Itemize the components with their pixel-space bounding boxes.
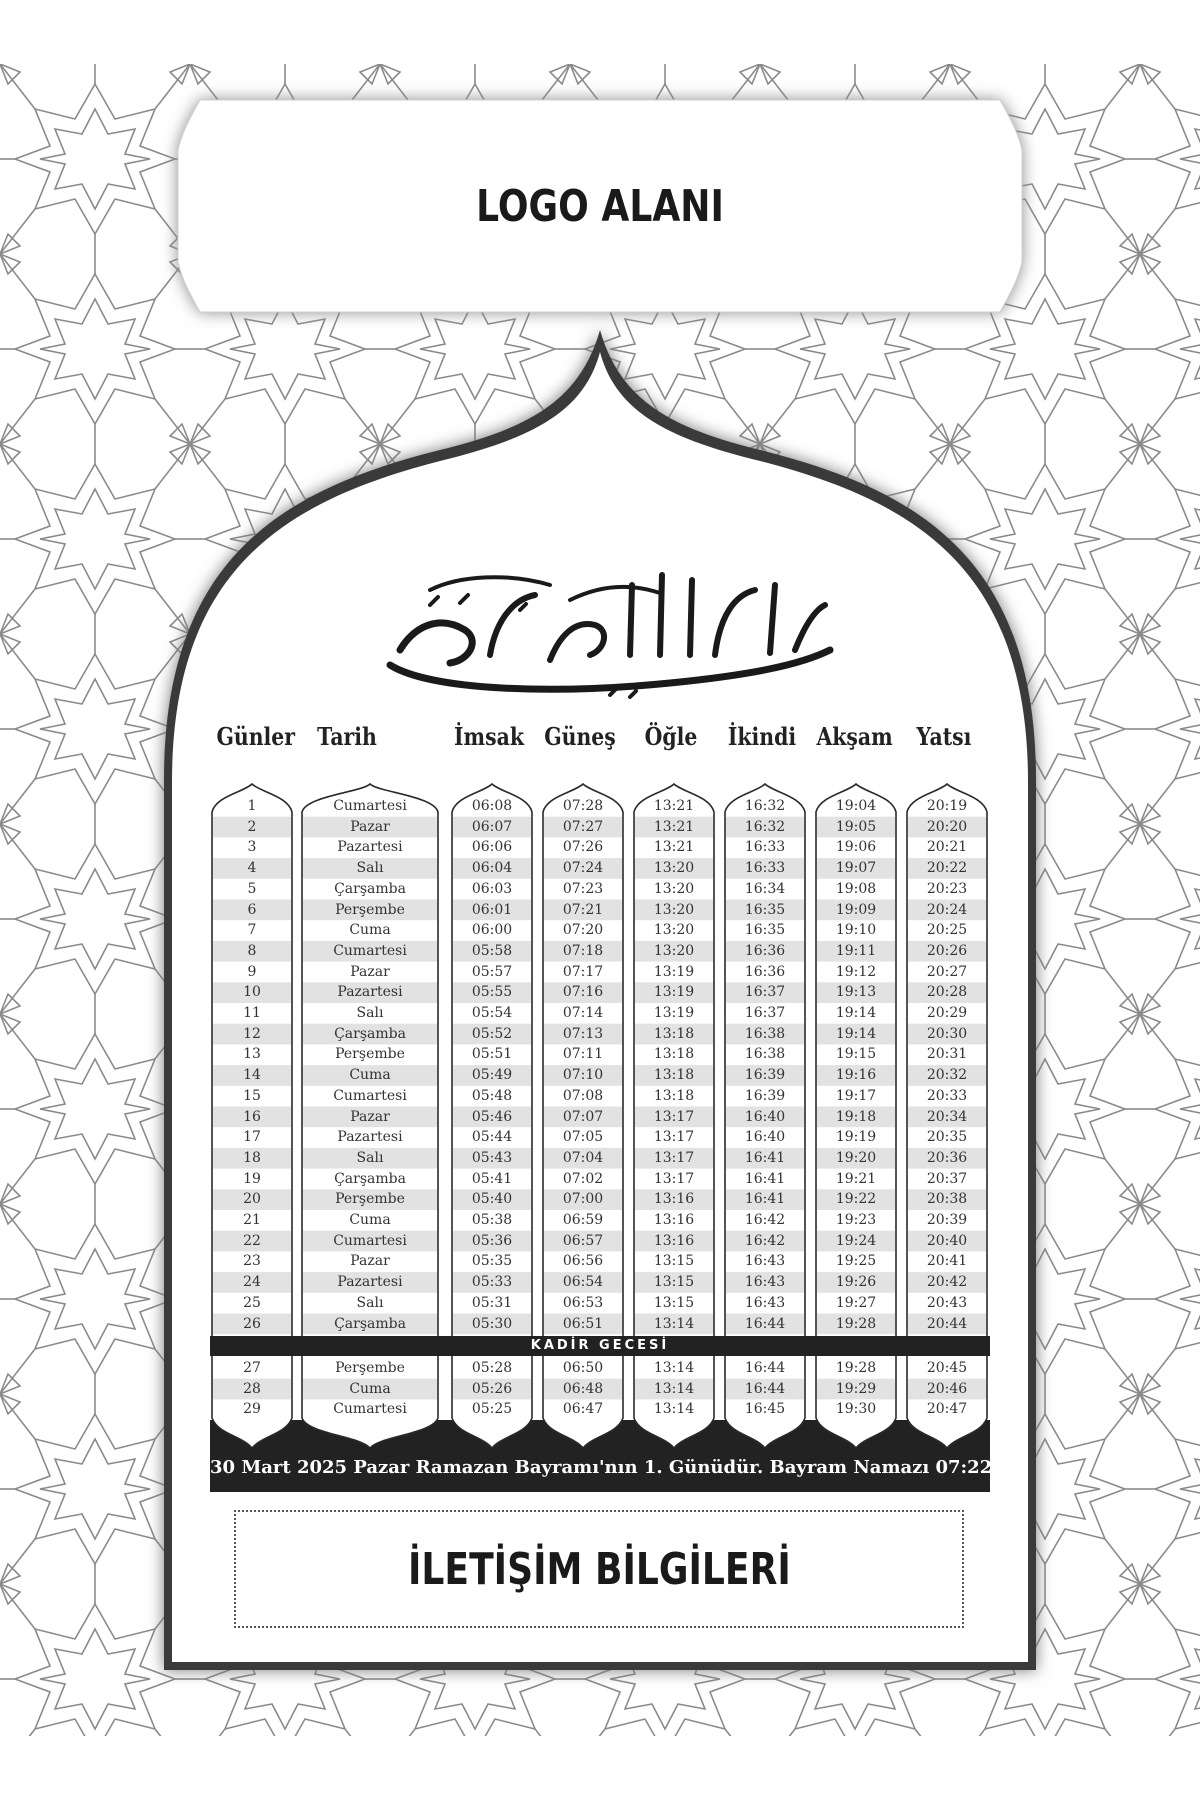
table-cell: Pazar (350, 1253, 390, 1270)
table-cell: 19 (243, 1170, 261, 1187)
table-cell: 20:27 (926, 963, 968, 980)
table-cell: 11 (243, 1005, 261, 1021)
table-cell: Pazar (350, 1108, 390, 1125)
table-cell: Çarşamba (334, 880, 406, 897)
table-cell: 20:19 (926, 798, 968, 814)
table-cell: 13:20 (653, 880, 695, 897)
table-cell: 19:28 (835, 1360, 877, 1376)
table-cell: 07:13 (562, 1025, 604, 1042)
table-cell: 07:04 (562, 1149, 604, 1166)
table-cell: 13:15 (653, 1253, 695, 1270)
table-cell: 05:33 (471, 1274, 513, 1291)
table-cell: 07:24 (562, 860, 604, 877)
table-cell: 12 (243, 1025, 261, 1042)
table-cell: 20:37 (926, 1170, 968, 1187)
table-cell: 8 (247, 942, 257, 959)
table-cell: 27 (243, 1360, 261, 1376)
table-cell: 05:48 (471, 1087, 513, 1104)
table-cell: 13:14 (653, 1401, 695, 1418)
table-cell: 19:08 (835, 880, 877, 897)
table-cell: 16:32 (744, 818, 786, 835)
table-cell: 20 (243, 1191, 261, 1208)
table-cell: 19:18 (835, 1108, 877, 1125)
table-cell: 22 (243, 1232, 261, 1249)
table-cell: 19:24 (835, 1232, 877, 1249)
table-cell: 16:45 (744, 1401, 786, 1418)
table-cell: 07:02 (562, 1170, 604, 1187)
table-cell: Cumartesi (333, 1087, 407, 1104)
table-cell: 16:41 (744, 1149, 786, 1166)
kadir-gecesi-band: KADİR GECESİ (210, 1336, 990, 1356)
table-cell: 13:21 (653, 839, 695, 856)
table-cell: 19:29 (835, 1380, 877, 1397)
table-cell: Cumartesi (333, 1232, 407, 1249)
table-cell: 06:59 (562, 1212, 604, 1228)
table-cell: Perşembe (335, 1046, 405, 1063)
table-cell: 13:20 (653, 860, 695, 877)
table-cell: Salı (356, 1005, 384, 1021)
table-cell: 07:07 (562, 1108, 604, 1125)
table-cell: 13:18 (653, 1087, 695, 1104)
table-cell: 19:27 (835, 1294, 877, 1311)
table-cell: Cuma (349, 1380, 391, 1397)
table-cell: 20:43 (926, 1294, 968, 1311)
table-cell: 4 (247, 860, 257, 877)
table-cell: 19:07 (835, 860, 877, 877)
table-cell: 16:39 (744, 1067, 786, 1084)
table-cell: 23 (243, 1253, 261, 1270)
table-cell: 16 (243, 1108, 261, 1125)
table-cell: 20:41 (926, 1253, 968, 1270)
table-cell: Cumartesi (333, 798, 407, 814)
table-cell: 19:13 (835, 984, 877, 1001)
table-cell: 19:14 (835, 1025, 877, 1042)
table-cell: Pazartesi (337, 984, 403, 1001)
table-cell: 19:17 (835, 1087, 877, 1104)
table-cell: 13:20 (653, 901, 695, 918)
table-cell: 13:16 (653, 1212, 695, 1228)
table-cell: 07:08 (562, 1087, 604, 1104)
contact-label: İLETİŞİM BİLGİLERİ (407, 1543, 791, 1595)
table-cell: 13:20 (653, 942, 695, 959)
table-cell: 20:38 (926, 1191, 968, 1208)
table-cell: 07:11 (562, 1046, 604, 1063)
table-cell: 16:41 (744, 1170, 786, 1187)
table-cell: 20:36 (926, 1149, 968, 1166)
table-cell: 16:36 (744, 963, 786, 980)
table-cell: Salı (356, 1294, 384, 1311)
table-cell: 16:42 (744, 1232, 786, 1249)
header-aksam: Akşam (816, 722, 893, 751)
table-cell: 10 (243, 984, 261, 1001)
table-cell: 20:21 (926, 839, 968, 856)
table-cell: 16:44 (744, 1360, 786, 1376)
table-cell: Perşembe (335, 1360, 405, 1376)
table-cell: 16:39 (744, 1087, 786, 1104)
table-cell: 20:40 (926, 1232, 968, 1249)
table-cell: Çarşamba (334, 1170, 406, 1187)
table-cell: 19:28 (835, 1315, 877, 1332)
table-cell: 24 (243, 1274, 261, 1291)
table-cell: 15 (243, 1087, 261, 1104)
table-cell: 07:26 (562, 839, 604, 856)
table-cell: Çarşamba (334, 1025, 406, 1042)
table-cell: 07:18 (562, 942, 604, 959)
table-cell: 28 (243, 1380, 261, 1397)
header-imsak: İmsak (454, 722, 524, 751)
table-cell: 13:20 (653, 922, 695, 939)
table-cell: 6 (247, 901, 257, 918)
table-cell: Cumartesi (333, 942, 407, 959)
table-cell: 13 (243, 1046, 261, 1063)
table-cell: 16:32 (744, 798, 786, 814)
table-cell: 13:17 (653, 1129, 695, 1146)
table-cell: 06:07 (471, 818, 513, 835)
table-cell: 29 (243, 1401, 261, 1418)
table-cell: 13:14 (653, 1315, 695, 1332)
table-cell: 06:48 (562, 1380, 604, 1397)
table-cell: Perşembe (335, 901, 405, 918)
table-cell: 20:35 (926, 1129, 968, 1146)
table-cell: 16:33 (744, 860, 786, 877)
table-cell: 18 (243, 1149, 261, 1166)
table-cell: 20:32 (926, 1067, 968, 1084)
table-cell: 05:46 (471, 1108, 513, 1125)
table-cell: 07:16 (562, 984, 604, 1001)
table-cell: 13:17 (653, 1108, 695, 1125)
table-cell: 16:43 (744, 1274, 786, 1291)
table-cell: 16:38 (744, 1025, 786, 1042)
table-cell: 16:43 (744, 1294, 786, 1311)
table-cell: 13:17 (653, 1170, 695, 1187)
table-cell: 19:04 (835, 798, 877, 814)
table-cell: 19:11 (835, 942, 877, 959)
table-cell: Salı (356, 860, 384, 877)
table-cell: 05:55 (471, 984, 513, 1001)
table-cell: 05:25 (471, 1401, 513, 1418)
header-ikindi: İkindi (727, 722, 797, 751)
table-cell: 16:43 (744, 1253, 786, 1270)
table-cell: 13:21 (653, 818, 695, 835)
table-cell: 19:15 (835, 1046, 877, 1063)
table-cell: 19:12 (835, 963, 877, 980)
table-cell: 20:47 (926, 1401, 968, 1418)
table-cell: 13:19 (653, 1005, 695, 1021)
table-cell: Pazartesi (337, 839, 403, 856)
table-cell: 26 (243, 1315, 261, 1332)
table-cell: 13:14 (653, 1380, 695, 1397)
header-yatsi: Yatsı (916, 722, 972, 751)
table-cell: 20:30 (926, 1025, 968, 1042)
table-cell: 06:01 (471, 901, 513, 918)
header-tarih: Tarih (317, 722, 377, 751)
table-cell: 05:41 (471, 1170, 513, 1187)
table-cell: 05:43 (471, 1149, 513, 1166)
table-cell: 16:37 (744, 984, 786, 1001)
table-cell: 13:18 (653, 1067, 695, 1084)
table-cell: 13:15 (653, 1294, 695, 1311)
logo-label: LOGO ALANI (476, 180, 724, 232)
table-cell: 07:27 (562, 818, 604, 835)
table-cell: 06:00 (471, 922, 513, 939)
table-cell: 1 (247, 798, 257, 814)
table-cell: 19:26 (835, 1274, 877, 1291)
table-cell: 05:35 (471, 1253, 513, 1270)
table-cell: 5 (247, 880, 257, 897)
table-cell: 20:45 (926, 1360, 968, 1376)
table-cell: 13:21 (653, 798, 695, 814)
header-ogle: Öğle (644, 722, 698, 751)
table-cell: 05:31 (471, 1294, 513, 1311)
table-cell: 06:06 (471, 839, 513, 856)
table-cell: 13:18 (653, 1046, 695, 1063)
table-cell: 19:19 (835, 1129, 877, 1146)
table-cell: 06:51 (562, 1315, 604, 1332)
table-cell: 13:17 (653, 1149, 695, 1166)
contact-area (234, 1510, 964, 1628)
bayram-note: 30 Mart 2025 Pazar Ramazan Bayramı'nın 1. Günüdür. Bayram Namazı 07:22 (210, 1457, 993, 1478)
table-cell: 20:34 (926, 1108, 968, 1125)
table-cell: 07:17 (562, 963, 604, 980)
table-cell: 13:19 (653, 984, 695, 1001)
table-cell: 19:23 (835, 1212, 877, 1228)
table-cell: 14 (243, 1067, 261, 1084)
table-cell: 19:30 (835, 1401, 877, 1418)
table-cell: 13:15 (653, 1274, 695, 1291)
table-cell: 9 (247, 963, 257, 980)
table-cell: 07:14 (562, 1005, 604, 1021)
table-cell: 19:22 (835, 1191, 877, 1208)
table-cell: 05:52 (471, 1025, 513, 1042)
table-cell: 05:49 (471, 1067, 513, 1084)
table-cell: 07:23 (562, 880, 604, 897)
table-cell: 16:36 (744, 942, 786, 959)
table-cell: 16:44 (744, 1380, 786, 1397)
table-cell: 05:30 (471, 1315, 513, 1332)
table-cell: 06:04 (471, 860, 513, 877)
table-cell: Cuma (349, 1212, 391, 1228)
table-cell: 20:20 (926, 818, 968, 835)
table-cell: 21 (243, 1212, 261, 1228)
table-cell: 20:24 (926, 901, 968, 918)
table-cell: 05:36 (471, 1232, 513, 1249)
table-cell: 13:16 (653, 1191, 695, 1208)
header-gunes: Güneş (544, 722, 616, 751)
table-cell: 20:28 (926, 984, 968, 1001)
table-cell: 05:58 (471, 942, 513, 959)
table-cell: 19:21 (835, 1170, 877, 1187)
table-cell: 05:38 (471, 1212, 513, 1228)
table-cell: 07:10 (562, 1067, 604, 1084)
table-cell: 07:20 (562, 922, 604, 939)
table-cell: 05:40 (471, 1191, 513, 1208)
table-cell: Pazar (350, 818, 390, 835)
table-cell: 20:22 (926, 860, 968, 877)
table-cell: 19:06 (835, 839, 877, 856)
table-cell: 06:08 (471, 798, 513, 814)
table-cell: 20:44 (926, 1315, 968, 1332)
table-cell: 05:51 (471, 1046, 513, 1063)
table-cell: 17 (243, 1129, 261, 1146)
table-cell: 7 (247, 922, 257, 939)
table-cell: 05:57 (471, 963, 513, 980)
table-cell: Pazar (350, 963, 390, 980)
table-cell: 13:14 (653, 1360, 695, 1376)
table-cell: 16:35 (744, 901, 786, 918)
table-cell: 25 (243, 1294, 261, 1311)
table-cell: 19:14 (835, 1005, 877, 1021)
table-cell: Çarşamba (334, 1315, 406, 1332)
table-cell: 19:25 (835, 1253, 877, 1270)
table-cell: 16:40 (744, 1108, 786, 1125)
table-cell: 16:37 (744, 1005, 786, 1021)
table-cell: 19:09 (835, 901, 877, 918)
table-cell: 19:05 (835, 818, 877, 835)
table-cell: 20:31 (926, 1046, 968, 1063)
table-cell: 16:34 (744, 880, 786, 897)
table-cell: 16:38 (744, 1046, 786, 1063)
table-cell: Perşembe (335, 1191, 405, 1208)
table-cell: 19:20 (835, 1149, 877, 1166)
table-cell: 05:28 (471, 1360, 513, 1376)
header-gunler: Günler (216, 722, 296, 751)
table-cell: Salı (356, 1149, 384, 1166)
table-cell: 20:33 (926, 1087, 968, 1104)
table-cell: 20:25 (926, 922, 968, 939)
table-cell: 06:54 (562, 1274, 604, 1291)
table-cell: 20:26 (926, 942, 968, 959)
table-cell: 16:35 (744, 922, 786, 939)
table-cell: 06:57 (562, 1232, 604, 1249)
table-cell: 07:21 (562, 901, 604, 918)
table-cell: 20:39 (926, 1212, 968, 1228)
table-cell: 16:40 (744, 1129, 786, 1146)
table-cell: 06:56 (562, 1253, 604, 1270)
table-cell: 16:33 (744, 839, 786, 856)
table-cell: 07:00 (562, 1191, 604, 1208)
table-cell: 16:44 (744, 1315, 786, 1332)
table-cell: 13:18 (653, 1025, 695, 1042)
table-cell: 06:47 (562, 1401, 604, 1418)
table-cell: 16:41 (744, 1191, 786, 1208)
table-cell: 13:19 (653, 963, 695, 980)
table-cell: 07:05 (562, 1129, 604, 1146)
table-cell: 20:46 (926, 1380, 968, 1397)
table-cell: 20:29 (926, 1005, 968, 1021)
table-cell: Pazartesi (337, 1129, 403, 1146)
table-cell: Cumartesi (333, 1401, 407, 1418)
table-cell: 19:10 (835, 922, 877, 939)
table-cell: 20:23 (926, 880, 968, 897)
table-cell: 3 (247, 839, 257, 856)
table-cell: 05:54 (471, 1005, 513, 1021)
table-cell: 05:44 (471, 1129, 513, 1146)
table-cell: 20:42 (926, 1274, 968, 1291)
table-cell: Cuma (349, 922, 391, 939)
table-cell: 06:50 (562, 1360, 604, 1376)
table-cell: 13:16 (653, 1232, 695, 1249)
table-cell: Cuma (349, 1067, 391, 1084)
table-cell: 06:03 (471, 880, 513, 897)
table-cell: 05:26 (471, 1380, 513, 1397)
table-cell: 19:16 (835, 1067, 877, 1084)
table-cell: 16:42 (744, 1212, 786, 1228)
table-cell: Pazartesi (337, 1274, 403, 1291)
table-cell: 07:28 (562, 798, 604, 814)
table-cell: 2 (247, 818, 257, 835)
table-cell: 06:53 (562, 1294, 604, 1311)
